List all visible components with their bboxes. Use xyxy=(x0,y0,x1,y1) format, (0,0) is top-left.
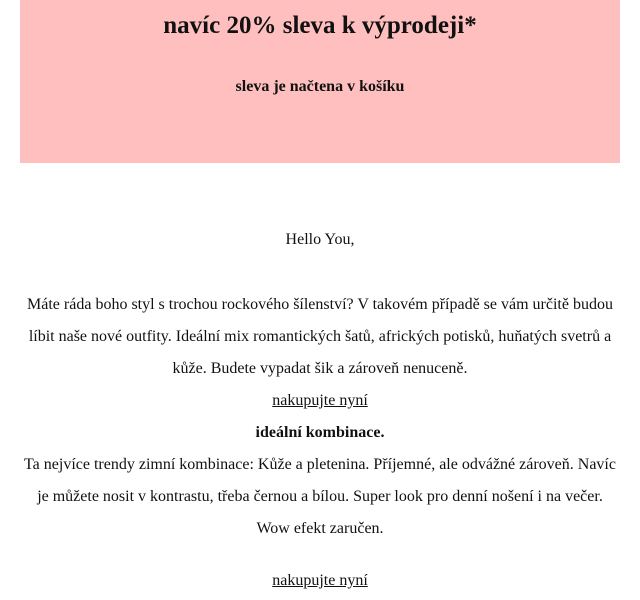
combo-paragraph: Ta nejvíce trendy zimní kombinace: Kůže a pletenina. Příjemné, ale odvážné zároveň. Navíc je můžete nosit v kontrastu, třeba černou a bílou. Super look pro denní nošení i na večer. Wow efekt zaručen. xyxy=(24,456,616,537)
shop-now-link-1[interactable]: nakupujte nyní xyxy=(272,392,368,409)
banner-title: navíc 20% sleva k výprodeji* xyxy=(163,12,477,39)
shop-now-link-2[interactable]: nakupujte nyní xyxy=(272,572,368,589)
banner-subtitle: sleva je načtena v košíku xyxy=(235,78,405,95)
section-heading: ideální kombinace. xyxy=(255,424,385,441)
email-content xyxy=(20,228,620,597)
intro-paragraph: Máte ráda boho styl s trochou rockového šílenství? V takovém případě se vám určitě budou líbit naše nové outfity. Ideální mix romantických šatů, afrických potisků, huňatých svetrů a kůže. Budete vypadat šik a zároveň nenuceně. xyxy=(27,296,613,377)
promo-banner xyxy=(20,0,620,163)
greeting-text: Hello You, xyxy=(285,231,355,248)
